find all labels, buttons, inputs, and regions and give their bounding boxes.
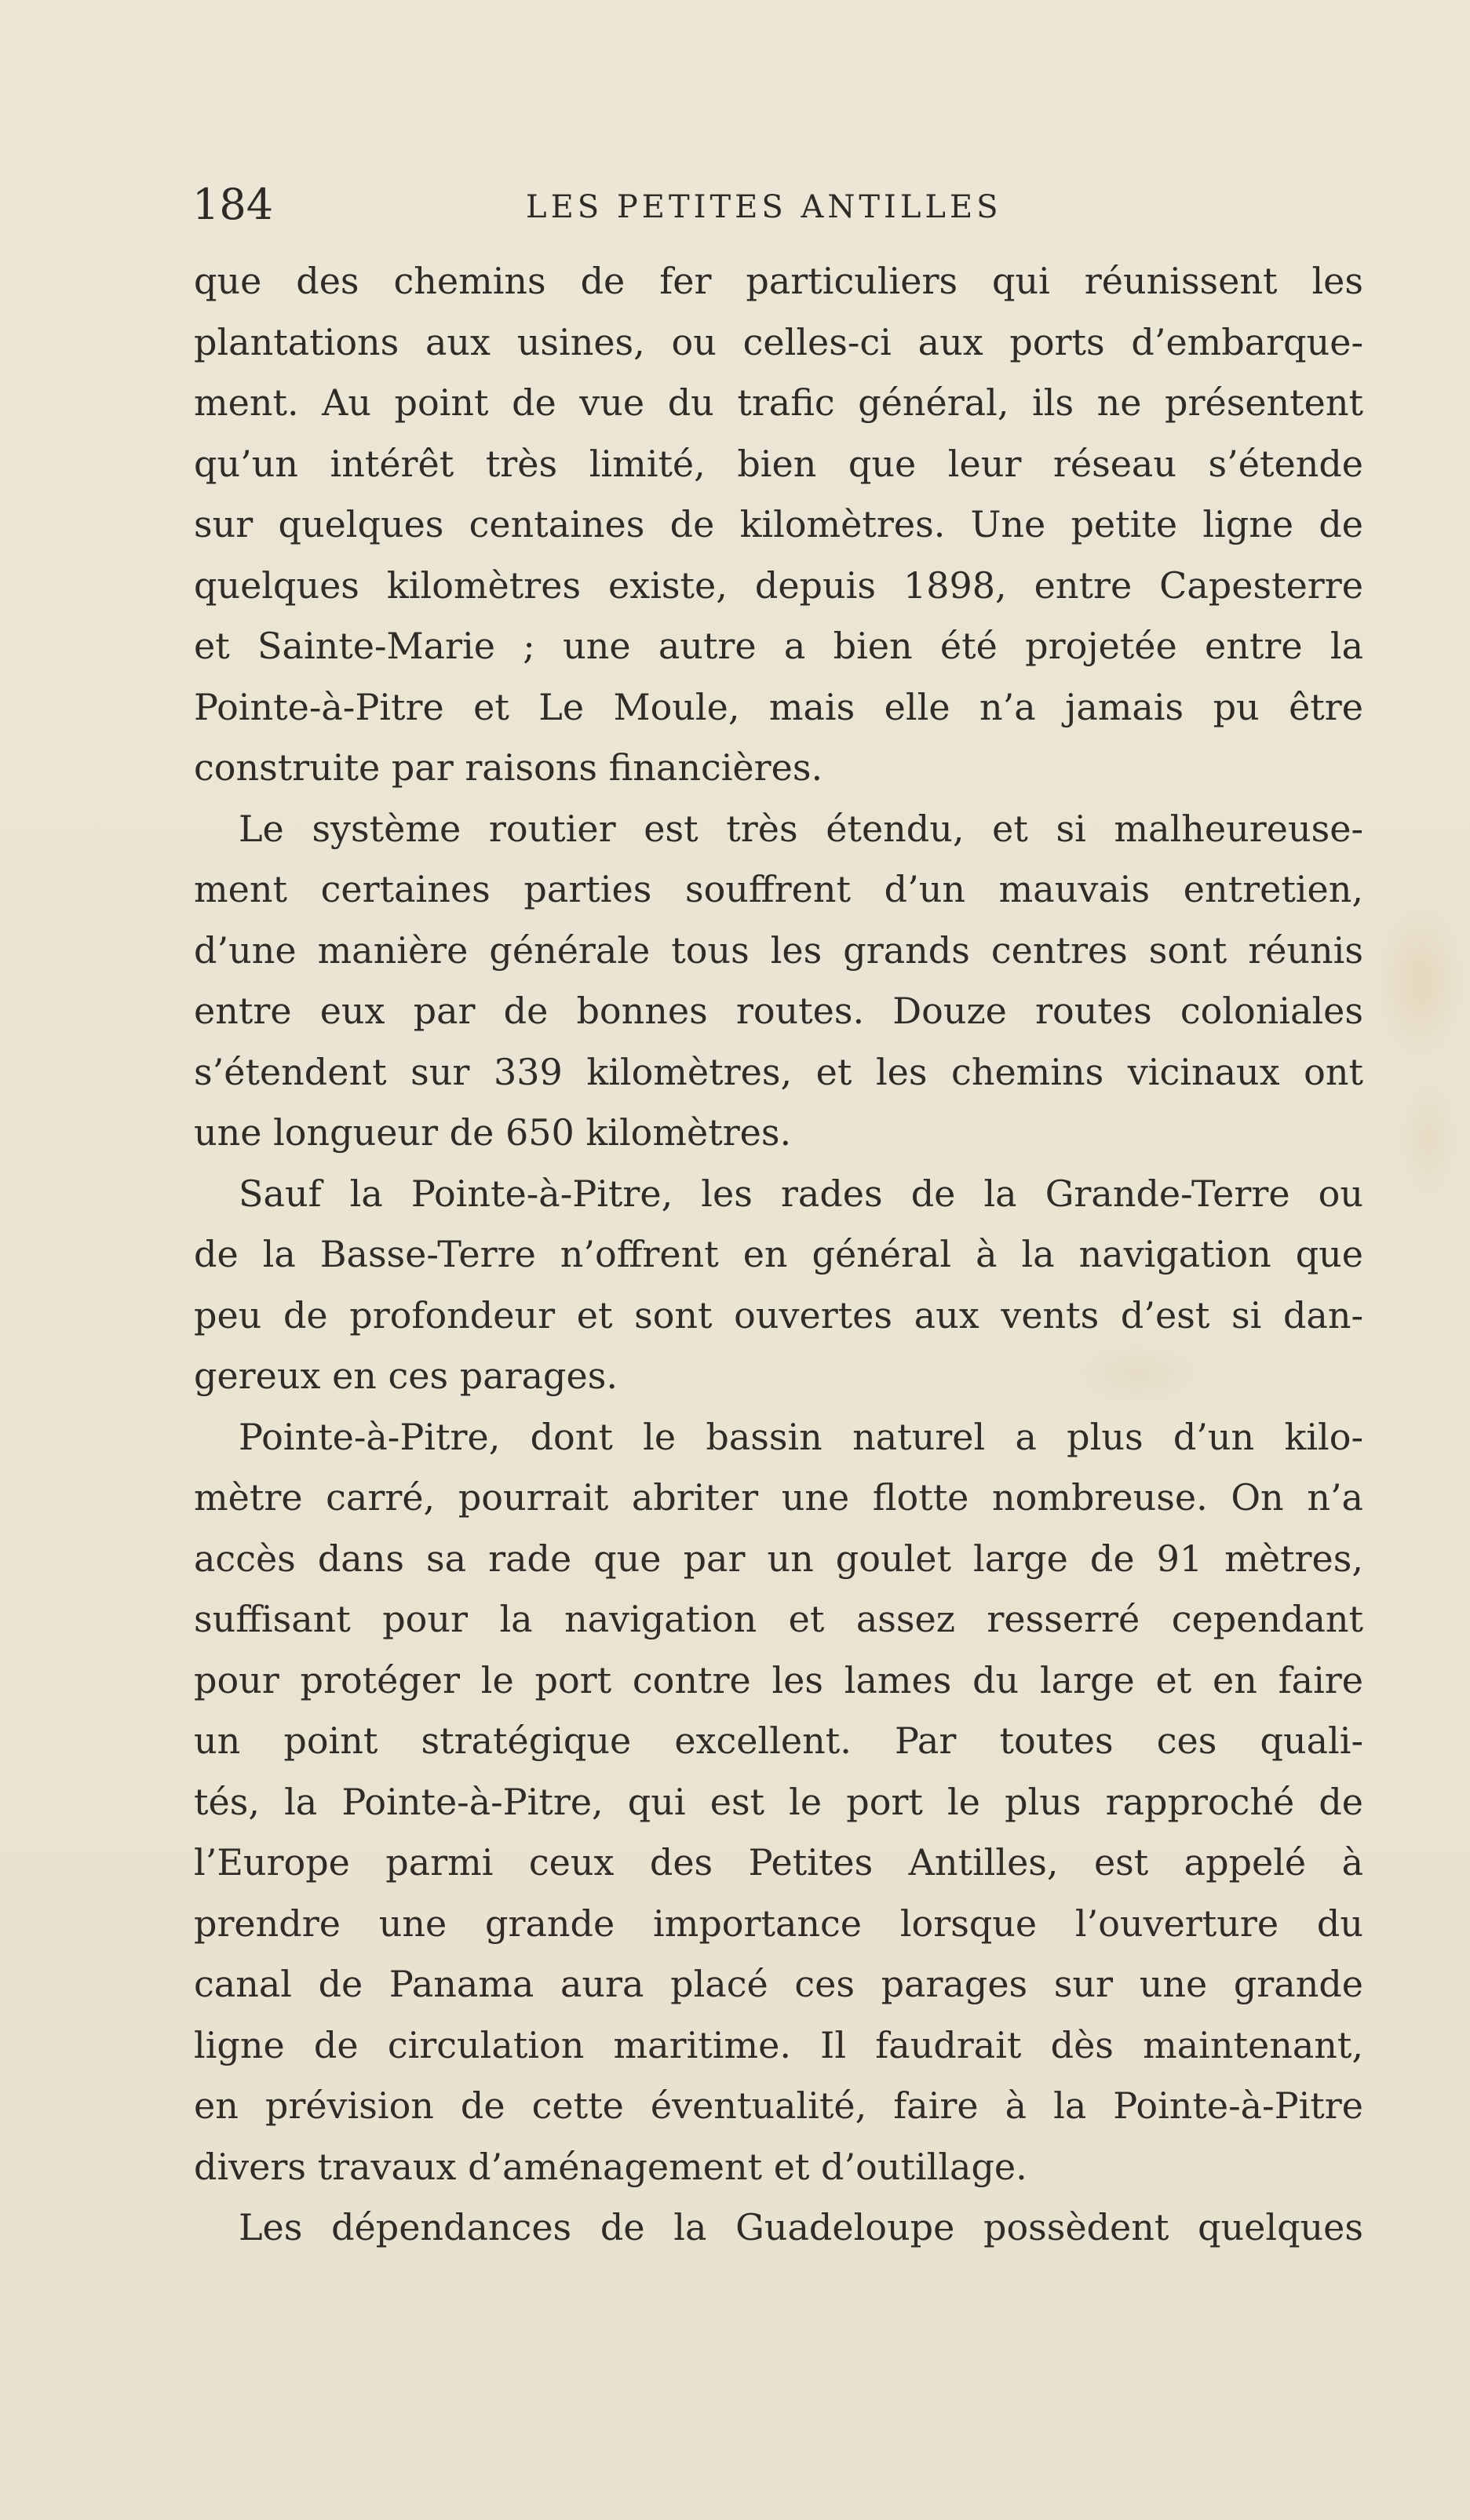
- text-line: mètre carré, pourrait abriter une flotte nombreuse. On n’a: [194, 1476, 1363, 1519]
- text-line: ligne de circulation maritime. Il faudrait dès maintenant,: [194, 2023, 1363, 2066]
- text-line: entre eux par de bonnes routes. Douze routes coloniales: [194, 990, 1363, 1032]
- text-line: que des chemins de fer particuliers qui réunissent les: [194, 260, 1363, 302]
- page-number: 184: [192, 180, 274, 229]
- running-title: LES PETITES ANTILLES: [526, 189, 1002, 225]
- text-line: sur quelques centaines de kilomètres. Une petite ligne de: [194, 503, 1363, 545]
- text-line: un point stratégique excellent. Par toutes ces quali-: [194, 1720, 1363, 1762]
- text-line: quelques kilomètres existe, depuis 1898, entre Capesterre: [194, 563, 1363, 607]
- text-line: Pointe-à-Pitre et Le Moule, mais elle n’a jamais pu être: [194, 685, 1363, 728]
- text-line: et Sainte-Marie ; une autre a bien été projetée entre la: [194, 625, 1363, 667]
- text-line: construite par raisons financières.: [194, 746, 823, 789]
- paragraph-start-line: Sauf la Pointe-à-Pitre, les rades de la Grande-Terre ou: [239, 1172, 1363, 1215]
- text-line: s’étendent sur 339 kilomètres, et les chemins vicinaux ont: [194, 1050, 1363, 1093]
- paragraph-start-line: Le système routier est très étendu, et si malheureuse-: [239, 807, 1363, 850]
- text-line: de la Basse-Terre n’offrent en général à la navigation que: [194, 1233, 1363, 1275]
- paragraph-start-line: Les dépendances de la Guadeloupe possèdent quelques: [239, 2206, 1363, 2248]
- text-line: canal de Panama aura placé ces parages sur une grande: [194, 1963, 1363, 2005]
- body-text: [194, 251, 1363, 2259]
- text-line: d’une manière générale tous les grands centres sont réunis: [194, 928, 1363, 972]
- text-line: ment certaines parties souffrent d’un mauvais entretien,: [194, 868, 1363, 910]
- text-line: ment. Au point de vue du trafic général, ils ne présentent: [194, 381, 1363, 424]
- text-line: peu de profondeur et sont ouvertes aux vents d’est si dan-: [194, 1293, 1363, 1337]
- text-line: qu’un intérêt très limité, bien que leur réseau s’étende: [194, 442, 1363, 485]
- text-line: divers travaux d’aménagement et d’outillage.: [194, 2145, 1027, 2188]
- text-line: plantations aux usines, ou celles-ci aux ports d’embarque-: [194, 320, 1363, 363]
- text-line: gereux en ces parages.: [194, 1355, 618, 1397]
- text-line: pour protéger le port contre les lames du large et en faire: [194, 1658, 1363, 1701]
- text-line: accès dans sa rade que par un goulet large de 91 mètres,: [194, 1537, 1363, 1580]
- text-line: suffisant pour la navigation et assez resserré cependant: [194, 1598, 1363, 1640]
- paragraph-start-line: Pointe-à-Pitre, dont le bassin naturel a plus d’un kilo-: [239, 1415, 1363, 1458]
- running-head: [192, 177, 1370, 232]
- text-line: prendre une grande importance lorsque l’ouverture du: [194, 1902, 1363, 1945]
- text-line: l’Europe parmi ceux des Petites Antilles, est appelé à: [194, 1841, 1363, 1884]
- text-line: en prévision de cette éventualité, faire à la Pointe-à-Pitre: [194, 2084, 1363, 2127]
- text-line: une longueur de 650 kilomètres.: [194, 1111, 792, 1154]
- text-line: tés, la Pointe-à-Pitre, qui est le port le plus rapproché de: [194, 1780, 1363, 1823]
